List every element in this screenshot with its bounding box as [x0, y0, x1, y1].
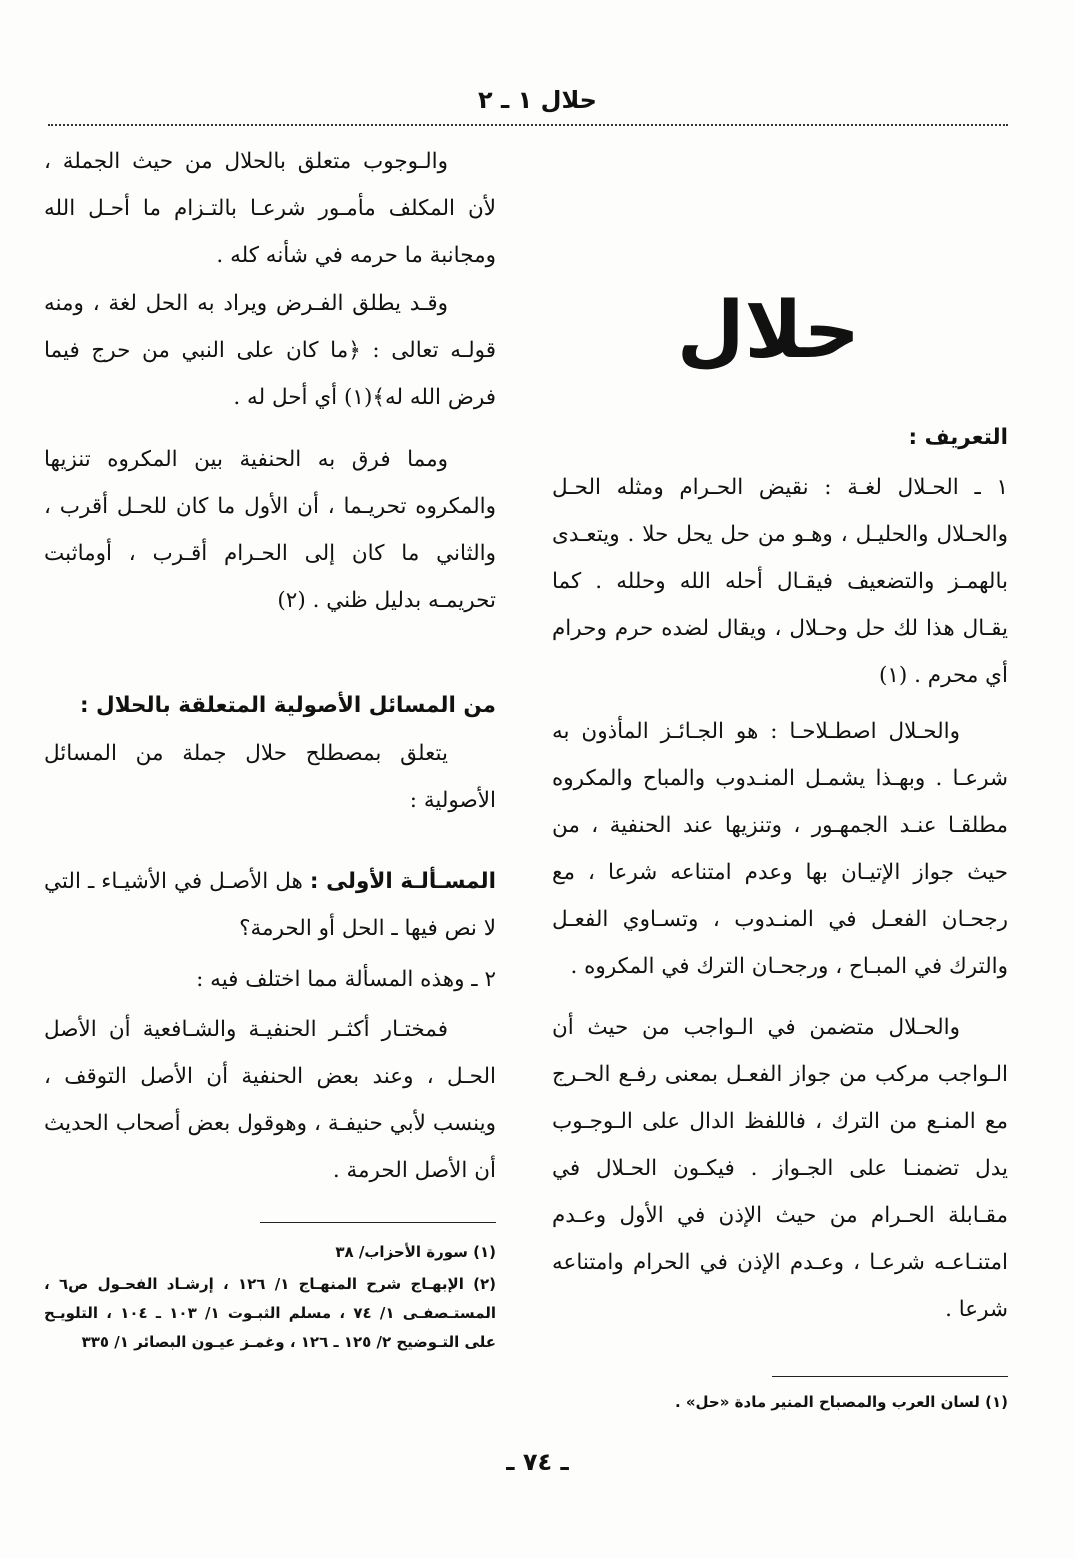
right-paragraph-3: والحـلال متضمن في الـواجب من حيث أن الـواجب مركب من جواز الفعـل بمعنى رفـع الحـرج مع المنـع من الترك ، فاللفظ الدال على الـوجـوب يدل تضمنـا على الجـواز . فيكـون الحـلال في مقـابلة الحـرام من حيث الإذن في الأول وعـدم امتنـاعـه شرعـا ، وعـدم الإذن في الحرام وامتناعه شرعا .: [552, 1015, 1008, 1322]
right-footnote-rule: [772, 1376, 1008, 1377]
left-paragraph-2: وقـد يطلق الفـرض ويراد به الحل لغة ، ومنه قولـه تعالى : ﴿ما كان على النبي من حرج فيما فرض الله له﴾(١) أي أحل له .: [44, 291, 496, 410]
header-dotted-rule: [48, 124, 1008, 126]
left-section-intro: يتعلق بمصطلح حلال جملة من المسائل الأصولية :: [44, 741, 496, 813]
issue-label: المسـألـة الأولى :: [309, 869, 496, 894]
page-number: ـ ٧٤ ـ: [506, 1448, 569, 1476]
left-item-2: ٢ ـ وهذه المسألة مما اختلف فيه :: [196, 967, 496, 992]
left-footnote-1: (١) سورة الأحزاب/ ٣٨: [335, 1243, 496, 1261]
left-paragraph-3: ومما فرق به الحنفية بين المكروه تنزيها والمكروه تحريـما ، أن الأول ما كان للحـل أقرب ، والثاني ما كان إلى الحـرام أقـرب ، أوماثبت تحريمـه بدليل ظني . (٢): [44, 447, 496, 613]
left-footnote-rule: [260, 1222, 496, 1223]
entry-title: حلال: [676, 286, 860, 376]
right-section-heading: التعريف :: [908, 425, 1008, 450]
issue-paragraph: [44, 858, 496, 952]
left-section-heading: من المسائل الأصولية المتعلقة بالحلال :: [79, 693, 496, 718]
left-paragraph-1: والـوجوب متعلق بالحلال من حيث الجملة ، لأن المكلف مأمـور شرعـا بالتـزام ما أحـل الله ومجانبة ما حرمه في شأنه كله .: [44, 149, 496, 268]
right-paragraph-1: ١ ـ الحـلال لغـة : نقيض الحـرام ومثله الحـل والحـلال والحليـل ، وهـو من حل يحل حلا . ويتعـدى بالهمـز والتضعيف فيقـال أحله الله وحلله . كما يقـال هذا لك حل وحـلال ، ويقال لضده حرم وحرام أي محرم . (١): [552, 475, 1008, 688]
running-header: حلال ١ ـ ٢: [478, 86, 597, 114]
left-footnote-2: (٢) الإبهـاج شرح المنهـاج ١/ ١٢٦ ، إرشـاد الفحـول ص٦ ، المستـصفـى ١/ ٧٤ ، مسلم الثبـوت ١/ ١٠٣ ـ ١٠٤ ، التلويـح على التـوضيح ٢/ ١٢٥ ـ ١٢٦ ، وغمـز عيـون البصائر ١/ ٣٣٥: [44, 1275, 497, 1351]
left-last-paragraph: فمختـار أكثـر الحنفيـة والشـافعية أن الأصل الحـل ، وعند بعض الحنفية أن الأصل التوقف ، وينسب لأبي حنيفـة ، وهوقول بعض أصحاب الحديث أن الأصل الحرمة .: [44, 1017, 496, 1183]
issue-text: هل الأصـل في الأشيـاء ـ التي لا نص فيها ـ الحل أو الحرمة؟: [44, 869, 496, 941]
right-footnote-1: (١) لسان العرب والمصباح المنير مادة «حل» .: [674, 1393, 1008, 1411]
right-paragraph-2: والحـلال اصطـلاحـا : هو الجـائـز المأذون به شرعـا . وبهـذا يشمـل المنـدوب والمباح والمكروه مطلقـا عنـد الجمهـور ، وتنزيها عند الحنفية ، من حيث جواز الإتيـان بها وعدم امتناعه شرعا ، مع رجحـان الفعـل في المنـدوب ، وتسـاوي الفعـل والترك في المبـاح ، ورجحـان الترك في المكروه .: [552, 719, 1008, 979]
